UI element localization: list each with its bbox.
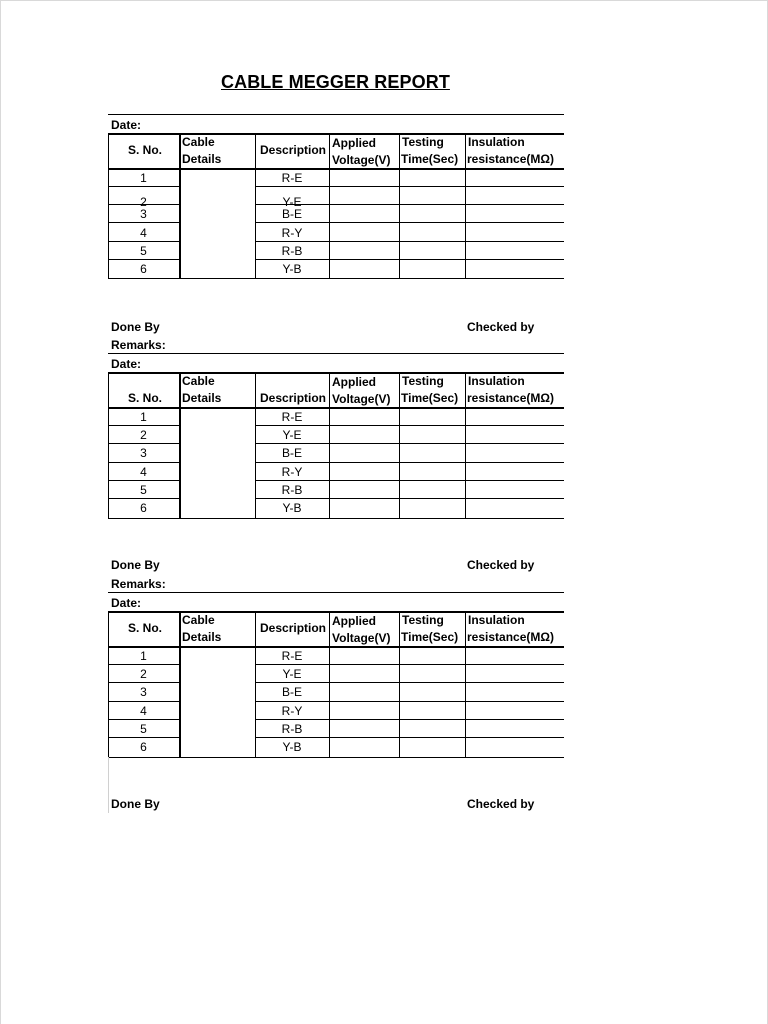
row-rule [108, 737, 179, 738]
row-sno: 1 [140, 649, 147, 663]
row-sno: 6 [140, 501, 147, 515]
checked-by-label: Checked by [467, 558, 535, 572]
row-description: Y-E [282, 667, 302, 681]
header-sno: S. No. [128, 621, 163, 635]
done-by-label: Done By [111, 558, 160, 572]
row-sno: 5 [140, 722, 147, 736]
row-description: R-E [281, 649, 303, 663]
header-insulation: Insulation [468, 613, 525, 627]
header-resistance: resistance(MΩ) [467, 391, 554, 405]
header-details: Details [182, 630, 222, 644]
header-applied: Applied [332, 136, 376, 150]
header-description: Description [260, 621, 327, 635]
header-description: Description [260, 391, 327, 405]
row-sno: 5 [140, 244, 147, 258]
row-description: R-Y [281, 704, 303, 718]
header-resistance: resistance(MΩ) [467, 152, 554, 166]
row-sno: 6 [140, 740, 147, 754]
row-description: R-B [281, 483, 303, 497]
row-description: Y-E [282, 428, 302, 442]
date-label: Date: [111, 357, 142, 371]
row-description: Y-B [282, 262, 302, 276]
col-rule-insulation [465, 611, 466, 757]
header-insulation: Insulation [468, 374, 525, 388]
row-rule [255, 682, 564, 683]
table-bottom-rule [108, 757, 564, 758]
row-sno: 4 [140, 704, 147, 718]
row-sno: 1 [140, 171, 147, 185]
row-rule [255, 664, 564, 665]
header-sno: S. No. [128, 391, 163, 405]
row-rule [255, 701, 564, 702]
row-sno: 6 [140, 262, 147, 276]
row-description: B-E [281, 207, 302, 221]
row-rule [108, 682, 179, 683]
header-time: Time(Sec) [401, 391, 459, 405]
header-bottom-rule [108, 646, 564, 648]
margin-guide [108, 757, 109, 813]
section-top-rule [108, 592, 564, 593]
row-sno: 2 [140, 195, 147, 209]
date-label: Date: [111, 118, 142, 132]
checked-by-label: Checked by [467, 320, 535, 334]
row-sno: 2 [140, 667, 147, 681]
header-details: Details [182, 152, 222, 166]
remarks-label: Remarks: [111, 338, 166, 352]
header-time: Time(Sec) [401, 152, 459, 166]
remarks-label: Remarks: [111, 577, 166, 591]
header-testing: Testing [402, 135, 444, 149]
row-rule [108, 701, 179, 702]
report-title: CABLE MEGGER REPORT [221, 72, 450, 92]
row-description: R-E [281, 410, 303, 424]
row-description: Y-E [282, 195, 302, 209]
megger-report-section [108, 0, 564, 1024]
header-voltage: Voltage(V) [332, 392, 391, 406]
done-by-label: Done By [111, 320, 160, 334]
row-description: R-B [281, 722, 303, 736]
row-sno: 3 [140, 685, 147, 699]
row-sno: 2 [140, 428, 147, 442]
row-description: R-Y [281, 226, 303, 240]
col-rule-testing [399, 611, 400, 757]
row-description: R-B [281, 244, 303, 258]
row-description: Y-B [282, 740, 302, 754]
header-applied: Applied [332, 375, 376, 389]
header-testing: Testing [402, 374, 444, 388]
row-rule [255, 719, 564, 720]
checked-by-label: Checked by [467, 797, 535, 811]
header-description: Description [260, 143, 327, 157]
header-cable: Cable [182, 135, 215, 149]
row-rule [108, 719, 179, 720]
row-description: B-E [281, 685, 302, 699]
row-sno: 5 [140, 483, 147, 497]
col-rule-cable [179, 611, 181, 757]
row-sno: 3 [140, 207, 147, 221]
row-sno: 4 [140, 226, 147, 240]
header-insulation: Insulation [468, 135, 525, 149]
header-voltage: Voltage(V) [332, 153, 391, 167]
header-details: Details [182, 391, 222, 405]
header-cable: Cable [182, 374, 215, 388]
header-resistance: resistance(MΩ) [467, 630, 554, 644]
col-rule-applied [329, 611, 330, 757]
row-description: R-Y [281, 465, 303, 479]
header-voltage: Voltage(V) [332, 631, 391, 645]
header-applied: Applied [332, 614, 376, 628]
row-sno: 3 [140, 446, 147, 460]
row-description: B-E [281, 446, 302, 460]
row-rule [108, 664, 179, 665]
header-cable: Cable [182, 613, 215, 627]
row-sno: 4 [140, 465, 147, 479]
done-by-label: Done By [111, 797, 160, 811]
header-sno: S. No. [128, 143, 163, 157]
page-edge [0, 0, 1, 1024]
row-rule [255, 737, 564, 738]
row-sno: 1 [140, 410, 147, 424]
date-label: Date: [111, 596, 142, 610]
row-description: Y-B [282, 501, 302, 515]
row-description: R-E [281, 171, 303, 185]
header-testing: Testing [402, 613, 444, 627]
header-time: Time(Sec) [401, 630, 459, 644]
